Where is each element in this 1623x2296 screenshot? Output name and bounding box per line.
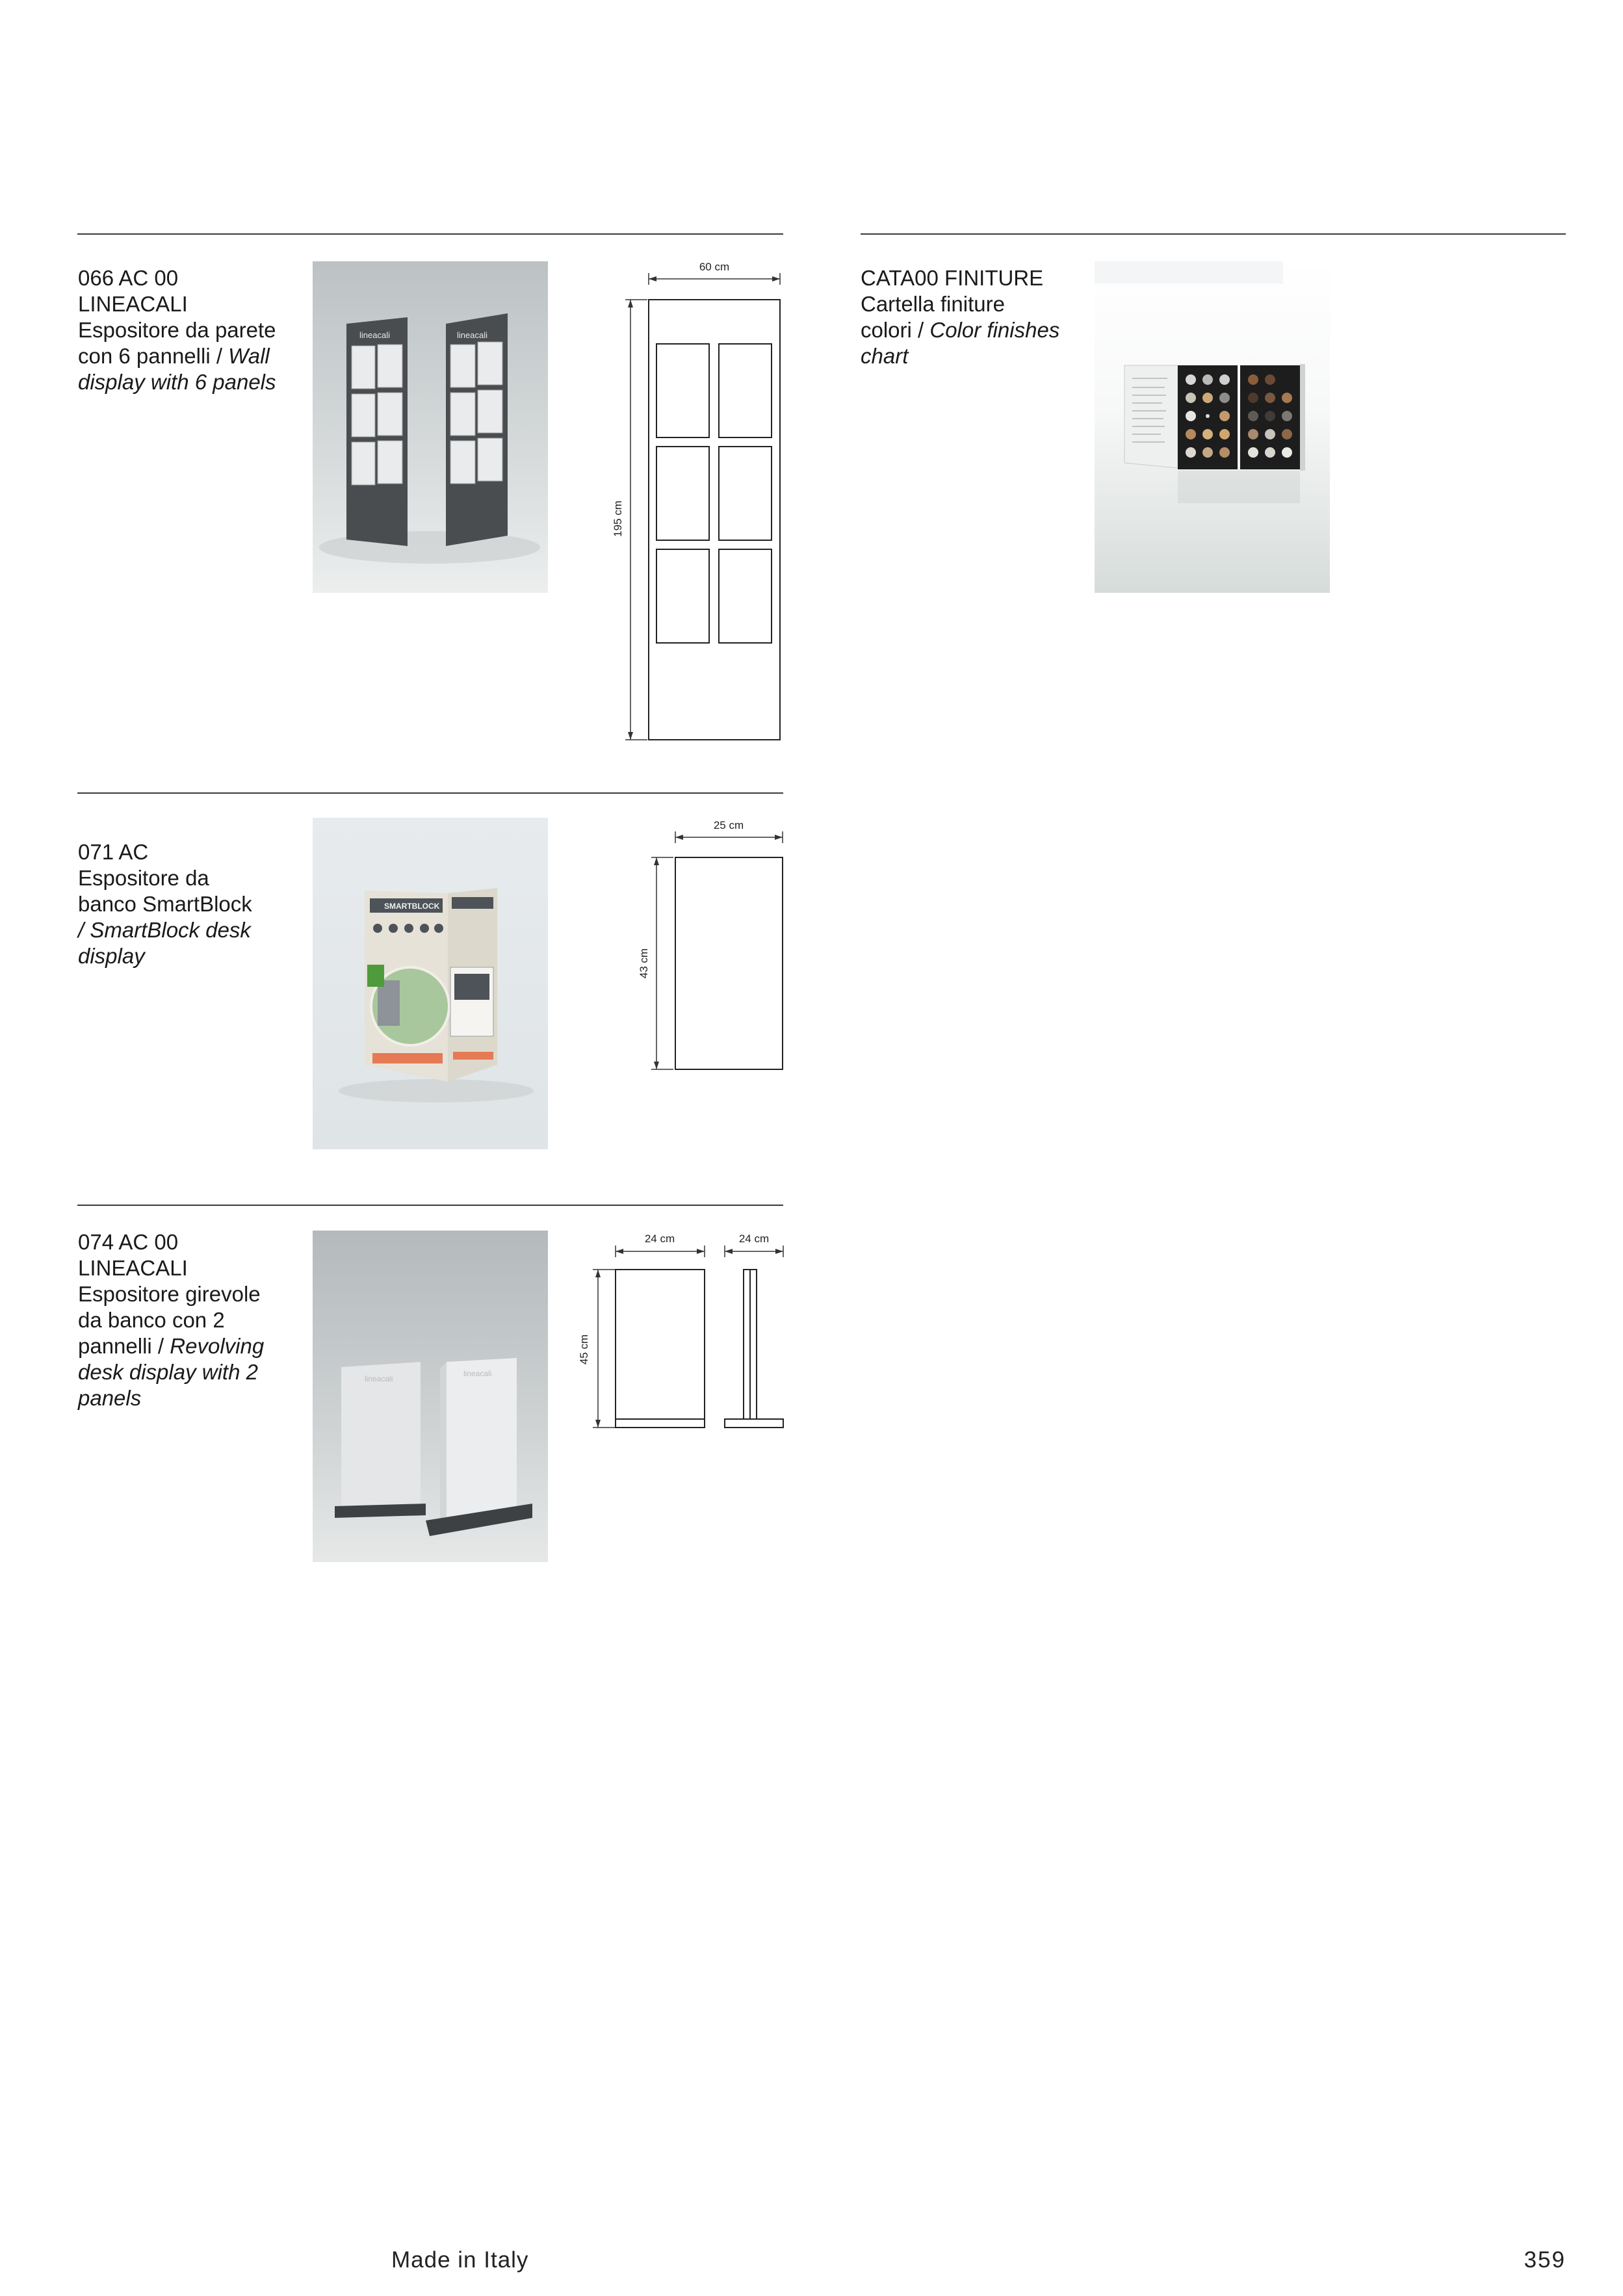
product-desc-it: Espositore da parete [78,318,276,342]
block-logo: SMARTBLOCK [384,902,440,911]
product-cata00-description [861,265,1095,369]
product-074-photo [313,1231,548,1562]
product-074-technical-drawing [572,1222,793,1437]
product-desc-it: colori / [861,318,924,342]
dimension-width-front: 24 cm [644,1233,675,1245]
dimension-width: 60 cm [699,261,730,273]
product-desc-en: / SmartBlock desk [78,918,251,942]
product-desc-en: desk display with 2 [78,1360,258,1384]
product-desc-en: display with 6 panels [78,370,276,394]
dimension-height: 43 cm [638,948,650,979]
dimension-width-side: 24 cm [738,1233,770,1245]
product-code: 066 AC 00 [78,266,179,290]
product-071-technical-drawing [630,813,793,1079]
dimension-height: 45 cm [578,1334,590,1365]
product-desc-it: Espositore da [78,866,209,890]
product-code: 071 AC [78,840,149,864]
product-desc-en: Color finishes [929,318,1060,342]
product-desc-it: banco SmartBlock [78,892,252,916]
panel-logo: lineacali [463,1369,492,1378]
page-number: 359 [1524,2247,1566,2273]
section-rule-cata00 [861,233,1566,235]
product-desc-en: Wall [228,344,270,368]
product-desc-it: pannelli / [78,1334,164,1358]
product-066-description [78,265,312,395]
product-cata00-photo [1095,261,1330,593]
product-desc-it: con 6 pannelli / [78,344,222,368]
product-071-description [78,839,312,969]
panel-logo: lineacali [359,330,390,340]
section-rule-071 [77,792,783,794]
dimension-width: 25 cm [713,819,744,831]
product-code: 074 AC 00 [78,1230,179,1254]
product-desc-it: Espositore girevole [78,1282,261,1306]
product-desc-en: display [78,944,145,968]
product-desc-en: panels [78,1386,142,1410]
panel-logo: lineacali [457,330,487,340]
product-074-description [78,1229,312,1411]
dimension-height: 195 cm [612,501,624,537]
panel-logo: lineacali [365,1374,393,1383]
section-rule-066 [77,233,783,235]
product-desc-it: da banco con 2 [78,1308,225,1332]
product-desc-en: Revolving [170,1334,265,1358]
section-rule-074 [77,1205,783,1206]
product-066-photo [313,261,548,593]
footer-made-in-italy: Made in Italy [391,2247,529,2273]
product-brand: LINEACALI [78,292,188,316]
product-066-technical-drawing [604,254,793,748]
product-071-photo [313,818,548,1149]
product-code: CATA00 FINITURE [861,266,1044,290]
product-brand: LINEACALI [78,1256,188,1280]
product-desc-it: Cartella finiture [861,292,1005,316]
product-desc-en: chart [861,344,909,368]
